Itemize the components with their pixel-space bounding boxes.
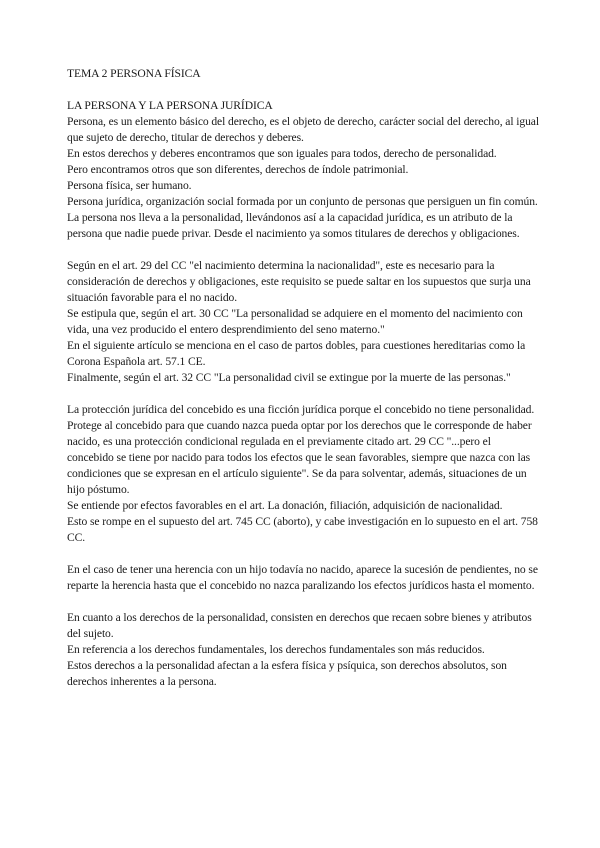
paragraph: Se estipula que, según el art. 30 CC "La personalidad se adquiere en el momento del nacimiento con vida, una vez producido el entero desprendimiento del seno materno." [67,307,523,336]
paragraph: Finalmente, según el art. 32 CC "La personalidad civil se extingue por la muerte de las personas." [67,371,511,384]
paragraph: Persona, es un elemento básico del derecho, es el objeto de derecho, carácter social del derecho, al igual que sujeto de derecho, titular de derechos y deberes. [67,115,539,144]
paragraph-gap [67,242,539,258]
paragraph: Estos derechos a la personalidad afectan a la esfera física y psíquica, son derechos absolutos, son derechos inherentes a la persona. [67,659,507,688]
paragraph: Se entiende por efectos favorables en el art. La donación, filiación, adquisición de nacionalidad. [67,499,503,512]
paragraph: En el siguiente artículo se menciona en el caso de partos dobles, para cuestiones hereditarias como la Corona Española art. 57.1 CE. [67,339,526,368]
paragraph: En referencia a los derechos fundamentales, los derechos fundamentales son más reducidos. [67,643,485,656]
paragraph: En estos derechos y deberes encontramos que son iguales para todos, derecho de personalidad. [67,147,497,160]
paragraph: Según en el art. 29 del CC "el nacimiento determina la nacionalidad", este es necesario para la consideración de derechos y obligaciones, este requisito se puede saltar en los supuestos que surja una situación favorable para el no nacido. [67,259,531,304]
document-body [67,66,539,690]
paragraph: En cuanto a los derechos de la personalidad, consisten en derechos que recaen sobre bienes y atributos del sujeto. [67,611,532,640]
paragraph-gap [67,594,539,610]
section-heading: LA PERSONA Y LA PERSONA JURÍDICA [67,99,273,112]
document-title: TEMA 2 PERSONA FÍSICA [67,67,201,80]
paragraph: Pero encontramos otros que son diferentes, derechos de índole patrimonial. [67,163,409,176]
paragraph: Esto se rompe en el supuesto del art. 745 CC (aborto), y cabe investigación en lo supuesto en el art. 758 CC. [67,515,538,544]
paragraph: En el caso de tener una herencia con un hijo todavía no nacido, aparece la sucesión de pendientes, no se reparte la herencia hasta que el concebido no nazca paralizando los efectos jurídicos hasta el momento. [67,563,538,592]
paragraph-gap [67,386,539,402]
paragraph-gap [67,546,539,562]
paragraph: Persona física, ser humano. [67,179,192,192]
paragraph: Persona jurídica, organización social formada por un conjunto de personas que persiguen un fin común. [67,195,538,208]
paragraph: La persona nos lleva a la personalidad, llevándonos así a la capacidad jurídica, es un atributo de la persona que nadie puede privar. Desde el nacimiento ya somos titulares de derechos y obligaciones. [67,211,520,240]
paragraph: La protección jurídica del concebido es una ficción jurídica porque el concebido no tiene personalidad. Protege al concebido para que cuando nazca pueda optar por los derechos que le corresponde de haber nacido, es una protección condicional regulada en el previamente citado art. 29 CC "...pero el concebido se tiene por nacido para todos los efectos que le sean favorables, siempre que nazca con las condiciones que se expresan en el artículo siguiente". Se da para solventar, además, situaciones de un hijo póstumo. [67,403,535,496]
